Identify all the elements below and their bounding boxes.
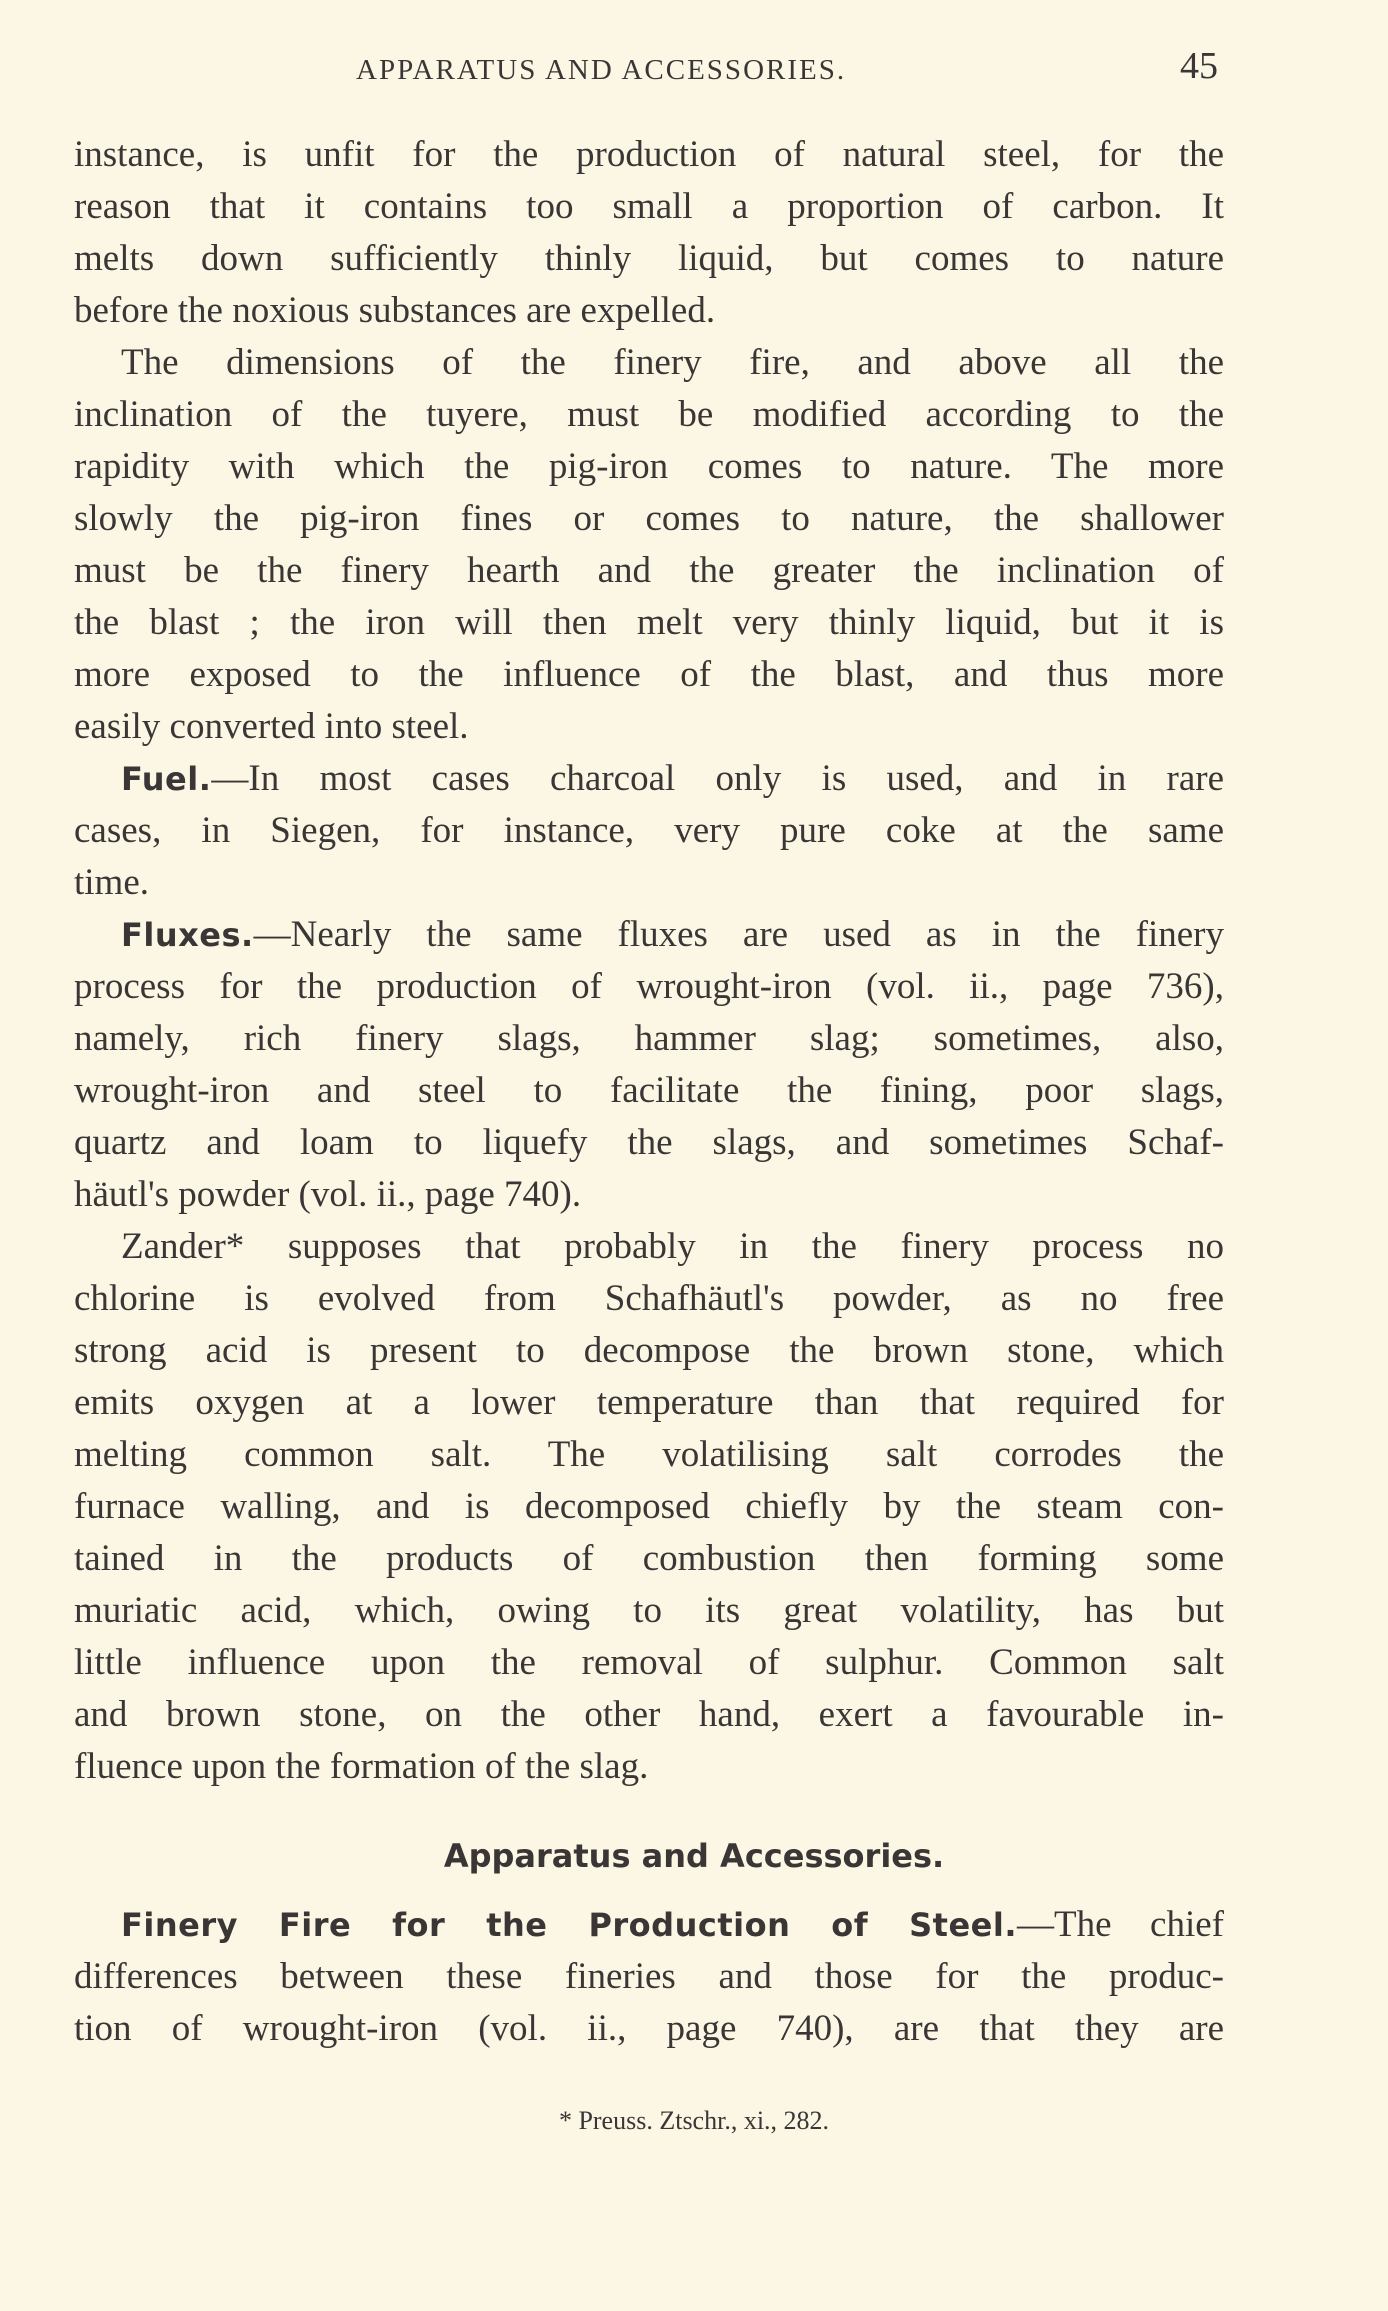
line-text: tained in the products of combustion then forming some	[74, 1538, 1224, 1579]
text-line	[74, 1637, 1224, 1689]
line-text: tion of wrought-iron (vol. ii., page 740), are that they are	[74, 2008, 1224, 2049]
line-text: inclination of the tuyere, must be modified according to the	[74, 394, 1224, 435]
text-line	[74, 181, 1224, 233]
line-text: chlorine is evolved from Schafhäutl's powder, as no free	[74, 1278, 1224, 1319]
run-in-heading: Finery Fire for the Production of Steel.	[121, 1906, 1017, 1944]
text-line	[74, 1065, 1224, 1117]
line-text: muriatic acid, which, owing to its great volatility, has but	[74, 1590, 1224, 1631]
text-line	[74, 1899, 1224, 1951]
line-text: and brown stone, on the other hand, exert a favourable in-	[74, 1694, 1224, 1735]
text-line	[74, 1741, 1224, 1793]
line-text: häutl's powder (vol. ii., page 740).	[74, 1174, 582, 1215]
text-line	[74, 545, 1224, 597]
text-line	[74, 1689, 1224, 1741]
text-line	[74, 233, 1224, 285]
footnote: * Preuss. Ztschr., xi., 282.	[558, 2106, 830, 2135]
line-text: strong acid is present to decompose the brown stone, which	[74, 1330, 1224, 1371]
text-line	[74, 1951, 1224, 2003]
text-line	[74, 1013, 1224, 1065]
line-text: Zander* supposes that probably in the finery process no	[121, 1226, 1224, 1267]
text-line	[74, 1585, 1224, 1637]
text-line	[74, 389, 1224, 441]
text-line	[74, 649, 1224, 701]
text-line	[74, 1273, 1224, 1325]
line-text: instance, is unfit for the production of natural steel, for the	[74, 134, 1224, 175]
line-text: The dimensions of the finery fire, and above all the	[121, 342, 1224, 383]
line-text: melts down sufficiently thinly liquid, but comes to nature	[74, 238, 1224, 279]
line-text: melting common salt. The volatilising salt corrodes the	[74, 1434, 1224, 1475]
line-text: time.	[74, 862, 150, 903]
text-line	[74, 493, 1224, 545]
section-heading: Apparatus and Accessories.	[443, 1837, 945, 1875]
run-in-heading: Fuel.	[121, 760, 212, 798]
text-line	[74, 753, 1224, 805]
line-text: slowly the pig-iron fines or comes to nature, the shallower	[74, 498, 1224, 539]
line-text: process for the production of wrought-iron (vol. ii., page 736),	[74, 966, 1224, 1007]
line-text: quartz and loam to liquefy the slags, and sometimes Schaf-	[74, 1122, 1224, 1163]
line-text: namely, rich finery slags, hammer slag; sometimes, also,	[74, 1018, 1224, 1059]
line-text: wrought-iron and steel to facilitate the fining, poor slags,	[74, 1070, 1224, 1111]
text-line	[74, 285, 1224, 337]
line-text: emits oxygen at a lower temperature than that required for	[74, 1382, 1224, 1423]
line-text: —In most cases charcoal only is used, and in rare	[211, 758, 1224, 799]
text-line	[74, 2003, 1224, 2055]
line-text: must be the finery hearth and the greater the inclination of	[74, 550, 1224, 591]
text-line	[74, 1325, 1224, 1377]
text-line	[74, 441, 1224, 493]
text-line	[74, 1117, 1224, 1169]
line-text: —The chief	[1016, 1904, 1224, 1945]
text-line	[74, 597, 1224, 649]
line-text: furnace walling, and is decomposed chiefly by the steam con-	[74, 1486, 1224, 1527]
line-text: more exposed to the influence of the blast, and thus more	[74, 654, 1224, 695]
text-line	[74, 857, 1224, 909]
text-line	[74, 961, 1224, 1013]
text-line	[74, 129, 1224, 181]
text-line	[74, 1429, 1224, 1481]
text-line	[74, 1169, 1224, 1221]
body-text-continued	[74, 1899, 1224, 2055]
body-text	[74, 129, 1224, 1793]
line-text: before the noxious substances are expelled.	[74, 290, 716, 331]
text-line	[74, 337, 1224, 389]
line-text: rapidity with which the pig-iron comes to nature. The more	[74, 446, 1224, 487]
line-text: fluence upon the formation of the slag.	[74, 1746, 649, 1787]
text-line	[74, 1377, 1224, 1429]
running-head: APPARATUS AND ACCESSORIES.	[356, 54, 847, 86]
text-line	[74, 701, 1224, 753]
line-text: —Nearly the same fluxes are used as in the finery	[253, 914, 1224, 955]
text-line	[74, 1221, 1224, 1273]
text-line	[74, 1481, 1224, 1533]
line-text: little influence upon the removal of sulphur. Common salt	[74, 1642, 1224, 1683]
line-text: the blast ; the iron will then melt very thinly liquid, but it is	[74, 602, 1224, 643]
line-text: easily converted into steel.	[74, 706, 469, 747]
line-text: reason that it contains too small a proportion of carbon. It	[74, 186, 1224, 227]
run-in-heading: Fluxes.	[121, 916, 254, 954]
line-text: differences between these fineries and those for the produc-	[74, 1956, 1224, 1997]
text-line	[74, 1533, 1224, 1585]
text-line	[74, 805, 1224, 857]
line-text: cases, in Siegen, for instance, very pure coke at the same	[74, 810, 1224, 851]
page-number: 45	[1180, 45, 1218, 87]
text-line	[74, 909, 1224, 961]
